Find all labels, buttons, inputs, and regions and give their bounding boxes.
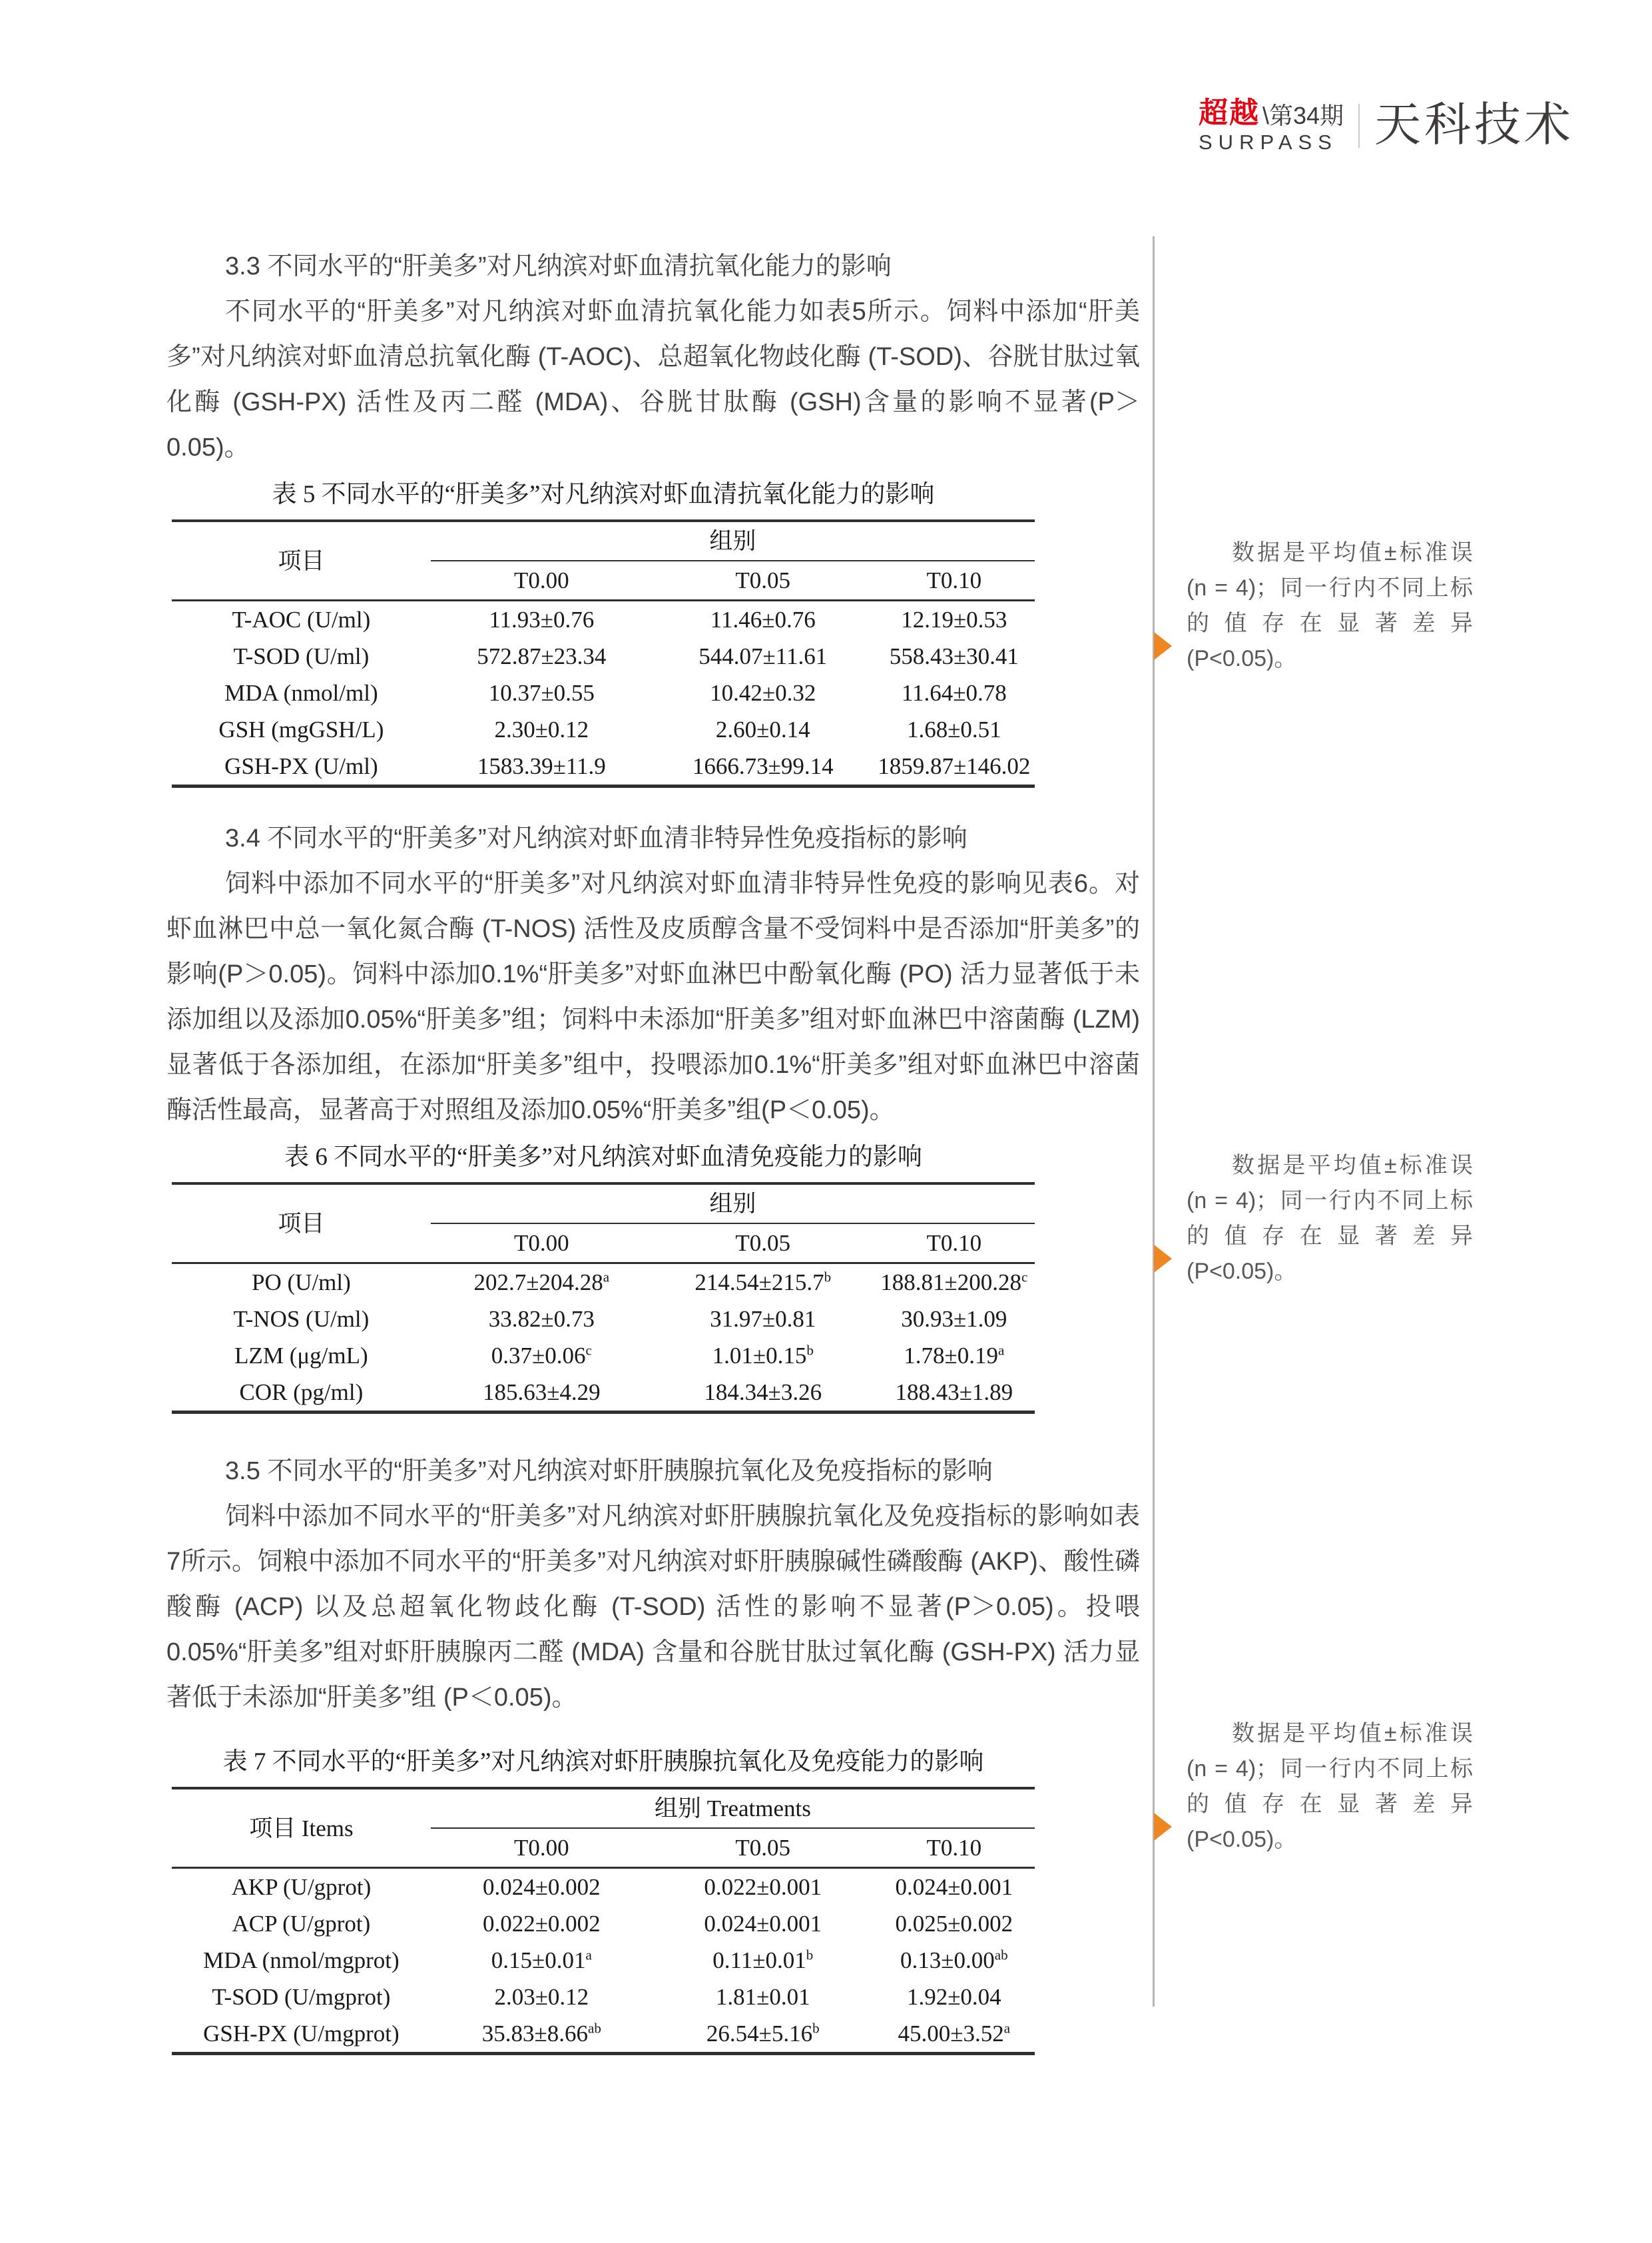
table-cell: 26.54±5.16$^b$: [706, 2020, 820, 2047]
table-row: [172, 1868, 1035, 1906]
table5-title: 表 5 不同水平的“肝美多”对凡纳滨对虾血清抗氧化能力的影响: [272, 481, 935, 508]
column-header: T0.00: [514, 1230, 569, 1256]
item-header: 项目: [278, 1210, 325, 1237]
column-header: T0.10: [926, 1835, 982, 1861]
section-heading-3-5: 3.5 不同水平的“肝美多”对凡纳滨对虾肝胰腺抗氧化及免疫指标的影响: [225, 1457, 993, 1485]
table-cell: 1.81±0.01: [715, 1984, 810, 2010]
row-label: T-SOD (U/mgprot): [212, 1984, 391, 2010]
table-cell: 188.43±1.89: [895, 1379, 1013, 1405]
row-label: GSH-PX (U/ml): [224, 753, 378, 779]
table-cell: 45.00±3.52$^a$: [898, 2020, 1011, 2047]
table-cell: 11.46±0.76: [710, 607, 816, 633]
table-cell: 544.07±11.61: [698, 643, 828, 669]
table-cell: 202.7±204.28$^a$: [473, 1269, 610, 1295]
section-paragraph-3-4: 饲料中添加不同水平的“肝美多”对凡纳滨对虾血清非特异性免疫的影响见表6。对虾血淋巴中总一氧化氮合酶 (T-NOS) 活性及皮质醇含量不受饲料中是否添加“肝美多”的影响(P＞0.05)。饲料中添加0.1%“肝美多”对虾血淋巴中酚氧化酶 (PO) 活力显著低于未添加组以及添加0.05%“肝美多”组；饲料中未添加“肝美多”组对虾血淋巴中溶菌酶 (LZM) 显著低于各添加组，在添加“肝美多”组中，投喂添加0.1%“肝美多”组对虾血淋巴中溶菌酶活性最高，显著高于对照组及添加0.05%“肝美多”组(P＜0.05)。: [166, 870, 1140, 1124]
table-cell: 0.15±0.01$^a$: [491, 1947, 592, 1973]
table-cell: 214.54±215.7$^b$: [694, 1269, 832, 1295]
row-label: GSH (mgGSH/L): [218, 717, 384, 743]
journal-title: 天科技术: [1374, 99, 1575, 151]
table-cell: 10.37±0.55: [488, 680, 595, 706]
section-paragraph-3-3: 不同水平的“肝美多”对凡纳滨对虾血清抗氧化能力如表5所示。饲料中添加“肝美多”对凡纳滨对虾血清总抗氧化酶 (T-AOC)、总超氧化物歧化酶 (T-SOD)、谷胱甘肽过氧化酶 (GSH-PX) 活性及丙二醛 (MDA)、谷胱甘肽酶 (GSH)含量的影响不显著(P＞0.05)。: [166, 298, 1140, 462]
column-header: T0.05: [735, 567, 791, 593]
table-cell: 184.34±3.26: [704, 1379, 822, 1405]
table-cell: 33.82±0.73: [488, 1306, 595, 1332]
margin-arrow-icon: [1154, 1813, 1172, 1841]
logo-divider: [1358, 104, 1360, 148]
table-row: [172, 2015, 1035, 2054]
table6: [172, 1182, 1035, 1414]
row-label: PO (U/ml): [252, 1269, 351, 1295]
table-cell: 558.43±30.41: [889, 643, 1019, 669]
item-header: 项目: [278, 547, 325, 574]
table-cell: 1583.39±11.9: [477, 753, 606, 779]
column-header: T0.05: [735, 1835, 791, 1861]
table-cell: 572.87±23.34: [477, 643, 607, 669]
table-cell: 0.025±0.002: [895, 1911, 1013, 1937]
row-label: T-SOD (U/ml): [233, 643, 370, 669]
row-label: LZM (μg/mL): [234, 1343, 368, 1369]
table7-block: [172, 1747, 1035, 2055]
margin-arrow-icon: [1154, 1245, 1172, 1273]
table-cell: 2.30±0.12: [494, 717, 589, 743]
table7: [172, 1787, 1035, 2055]
margin-note-table7: 数据是平均值±标准误 (n = 4)；同一行内不同上标的值存在显著差异 (P<0.05)。: [1187, 1721, 1473, 1852]
brand-name-cn: 超越: [1199, 97, 1260, 129]
column-header: T0.05: [735, 1230, 791, 1256]
row-label: MDA (nmol/ml): [224, 680, 378, 706]
table-cell: 1.68±0.51: [906, 717, 1001, 743]
margin-note-table6: 数据是平均值±标准误 (n = 4)；同一行内不同上标的值存在显著差异 (P<0.05)。: [1187, 1153, 1473, 1284]
issue-number: \第34期: [1262, 102, 1344, 129]
table-cell: 12.19±0.53: [901, 607, 1007, 633]
row-label: ACP (U/gprot): [232, 1911, 371, 1937]
brand-block: [1199, 99, 1344, 153]
table-cell: 185.63±4.29: [482, 1379, 601, 1405]
table7-title: 表 7 不同水平的“肝美多”对凡纳滨对虾肝胰腺抗氧化及免疫能力的影响: [222, 1748, 984, 1775]
table-cell: 10.42±0.32: [710, 680, 816, 706]
table-cell: 1.78±0.19$^a$: [904, 1342, 1005, 1369]
table-cell: 0.022±0.001: [704, 1874, 822, 1900]
table5-block: [172, 480, 1035, 788]
section-heading-3-4: 3.4 不同水平的“肝美多”对凡纳滨对虾血清非特异性免疫指标的影响: [225, 824, 967, 852]
margin-divider-line: [1153, 236, 1155, 2007]
table-cell: 31.97±0.81: [710, 1306, 816, 1332]
table-cell: 1.92±0.04: [906, 1984, 1001, 2010]
table-row: [172, 748, 1035, 787]
table-cell: 1666.73±99.14: [692, 753, 834, 779]
section-heading-3-3: 3.3 不同水平的“肝美多”对凡纳滨对虾血清抗氧化能力的影响: [225, 252, 892, 280]
table5: [172, 519, 1035, 788]
table-row: [172, 675, 1035, 711]
row-label: AKP (U/gprot): [231, 1874, 372, 1900]
section-paragraph-3-5: 饲料中添加不同水平的“肝美多”对凡纳滨对虾肝胰腺抗氧化及免疫指标的影响如表7所示。饲粮中添加不同水平的“肝美多”对凡纳滨对虾肝胰腺碱性磷酸酶 (AKP)、酸性磷酸酶 (ACP) 以及总超氧化物歧化酶 (T-SOD) 活性的影响不显著(P＞0.05)。投喂0.05%“肝美多”组对虾肝胰腺丙二醛 (MDA) 含量和谷胱甘肽过氧化酶 (GSH-PX) 活力显著低于未添加“肝美多”组 (P＜0.05)。: [166, 1502, 1140, 1712]
row-label: T-NOS (U/ml): [233, 1306, 370, 1332]
main-content: [166, 244, 1140, 2055]
table-cell: 0.024±0.001: [895, 1874, 1013, 1900]
table-cell: 0.024±0.001: [704, 1911, 822, 1937]
item-header: 项目 Items: [249, 1815, 354, 1841]
brand-top-line: [1199, 99, 1344, 128]
table-cell: 0.024±0.002: [482, 1874, 601, 1900]
table-cell: 0.11±0.01$^b$: [712, 1947, 814, 1973]
column-header: T0.00: [514, 1835, 569, 1861]
journal-header: [1199, 99, 1574, 153]
table-cell: 11.93±0.76: [489, 607, 595, 633]
table-cell: 30.93±1.09: [901, 1306, 1007, 1332]
group-header: 组别: [431, 1183, 1035, 1223]
table-row: [172, 1301, 1035, 1337]
table-cell: 0.022±0.002: [482, 1911, 601, 1937]
table-row: [172, 1979, 1035, 2015]
table-cell: 11.64±0.78: [901, 680, 1007, 706]
table-cell: 35.83±8.66$^{ab}$: [481, 2020, 601, 2047]
table-cell: 2.03±0.12: [494, 1984, 589, 2010]
column-header: T0.10: [926, 567, 982, 593]
column-header: T0.10: [926, 1230, 982, 1256]
table-row: [172, 601, 1035, 639]
row-label: COR (pg/ml): [239, 1379, 364, 1405]
group-header: 组别 Treatments: [431, 1788, 1035, 1828]
table-row: [172, 1337, 1035, 1374]
table-cell: 0.13±0.00$^{ab}$: [900, 1947, 1008, 1973]
table-cell: 1859.87±146.02: [878, 753, 1031, 779]
table-row: [172, 1263, 1035, 1301]
table-row: [172, 638, 1035, 675]
table-row: [172, 1374, 1035, 1413]
table-cell: 0.37±0.06$^c$: [491, 1342, 592, 1369]
table6-title: 表 6 不同水平的“肝美多”对凡纳滨对虾血清免疫能力的影响: [284, 1143, 922, 1171]
row-label: GSH-PX (U/mgprot): [203, 2021, 400, 2047]
brand-name-en: SURPASS: [1199, 131, 1338, 154]
row-label: MDA (nmol/mgprot): [203, 1947, 400, 1973]
table-cell: 1.01±0.15$^b$: [712, 1342, 814, 1369]
group-header: 组别: [431, 521, 1035, 561]
table-row: [172, 711, 1035, 748]
table-cell: 188.81±200.28$^c$: [880, 1269, 1028, 1295]
column-header: T0.00: [514, 567, 569, 593]
margin-arrow-icon: [1154, 632, 1172, 660]
table6-block: [172, 1142, 1035, 1414]
table-row: [172, 1905, 1035, 1942]
margin-note-table5: 数据是平均值±标准误 (n = 4)；同一行内不同上标的值存在显著差异 (P<0.05)。: [1187, 540, 1473, 671]
row-label: T-AOC (U/ml): [232, 607, 371, 633]
table-row: [172, 1942, 1035, 1979]
table-cell: 2.60±0.14: [715, 717, 810, 743]
